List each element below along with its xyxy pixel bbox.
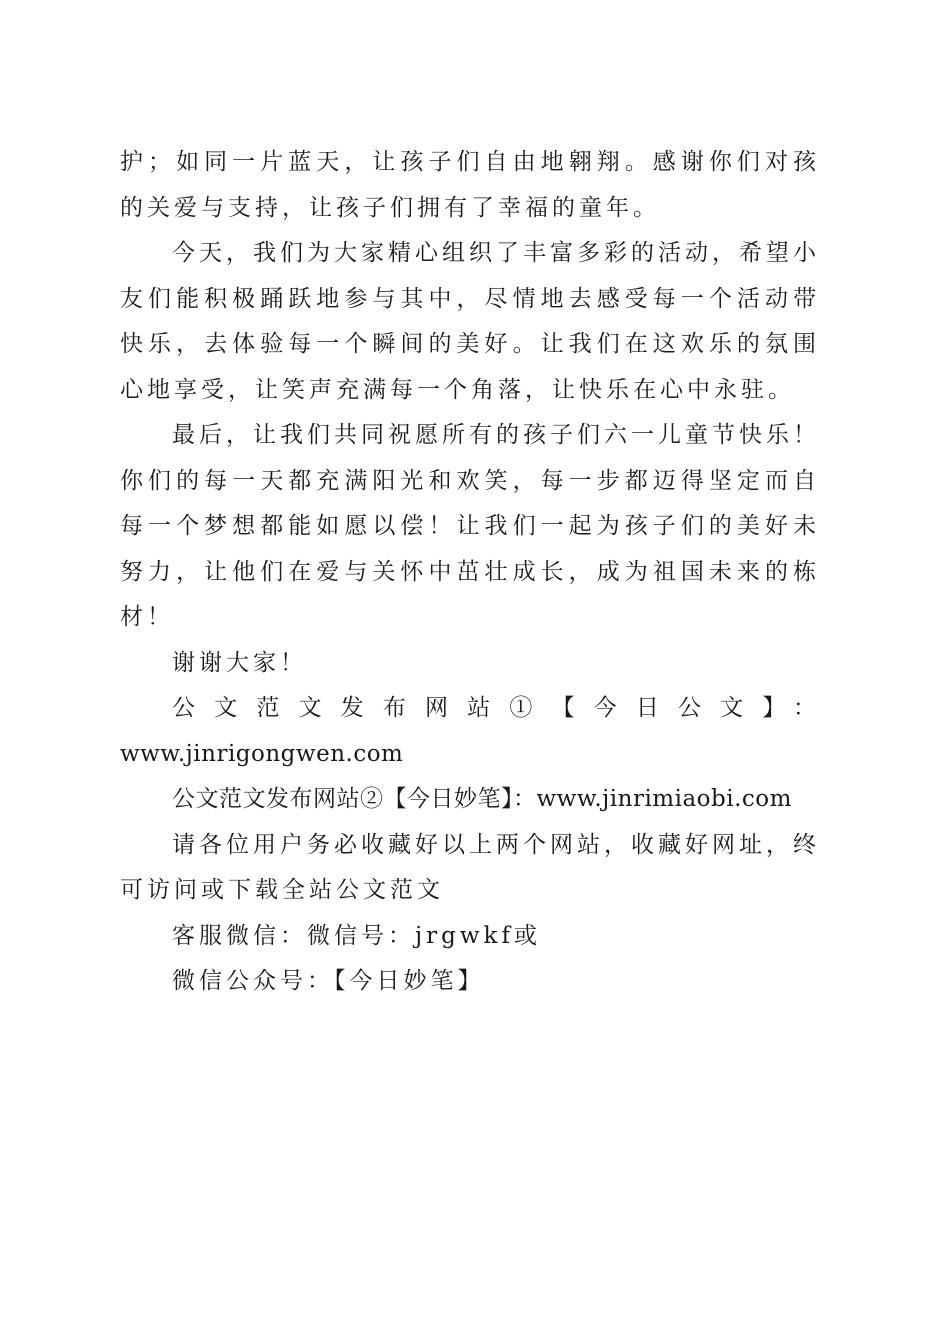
notice-line-1: 请各位用户务必收藏好以上两个网站，收藏好网址，终 bbox=[172, 831, 820, 858]
wechat-line: 客服微信：微信号：jrgwkf或 bbox=[172, 922, 541, 949]
paragraph-2-line-4: 心地享受，让笑声充满每一个角落，让快乐在心中永驻。 bbox=[120, 376, 795, 403]
official-account-line: 微信公众号：【今日妙笔】 bbox=[172, 968, 485, 994]
site-1-label: 公文范文发布网站①【今日公文】： bbox=[172, 695, 820, 721]
paragraph-1-line-1: 护；如同一片蓝天，让孩子们自由地翱翔。感谢你们对孩 bbox=[120, 149, 820, 175]
paragraph-2-line-1: 今天，我们为大家精心组织了丰富多彩的活动，希望小 bbox=[172, 240, 820, 266]
document-body bbox=[120, 140, 820, 1005]
paragraph-2-line-2: 友们能积极踊跃地参与其中，尽情地去感受每一个活动带 bbox=[120, 285, 820, 312]
site-2-line: 公文范文发布网站②【今日妙笔】：www.jinrimiaobi.com bbox=[172, 786, 792, 812]
notice-line-2: 可访问或下载全站公文范文 bbox=[120, 877, 444, 903]
site-1-url: www.jinrigongwen.com bbox=[120, 740, 404, 767]
paragraph-3-line-2: 你们的每一天都充满阳光和欢笑，每一步都迈得坚定而自 bbox=[120, 467, 820, 494]
paragraph-2-line-3: 快乐，去体验每一个瞬间的美好。让我们在这欢乐的氛围 bbox=[120, 331, 820, 357]
paragraph-3-line-1: 最后，让我们共同祝愿所有的孩子们六一儿童节快乐！ bbox=[172, 422, 820, 448]
paragraph-3-line-3: 每一个梦想都能如愿以偿！让我们一起为孩子们的美好未 bbox=[120, 513, 820, 539]
paragraph-1-line-2: 的关爱与支持，让孩子们拥有了幸福的童年。 bbox=[120, 194, 660, 221]
paragraph-3-line-5: 材！ bbox=[120, 604, 174, 630]
paragraph-3-line-4: 努力，让他们在爱与关怀中茁壮成长，成为祖国未来的栋 bbox=[120, 558, 820, 585]
thanks-line: 谢谢大家！ bbox=[172, 649, 307, 676]
